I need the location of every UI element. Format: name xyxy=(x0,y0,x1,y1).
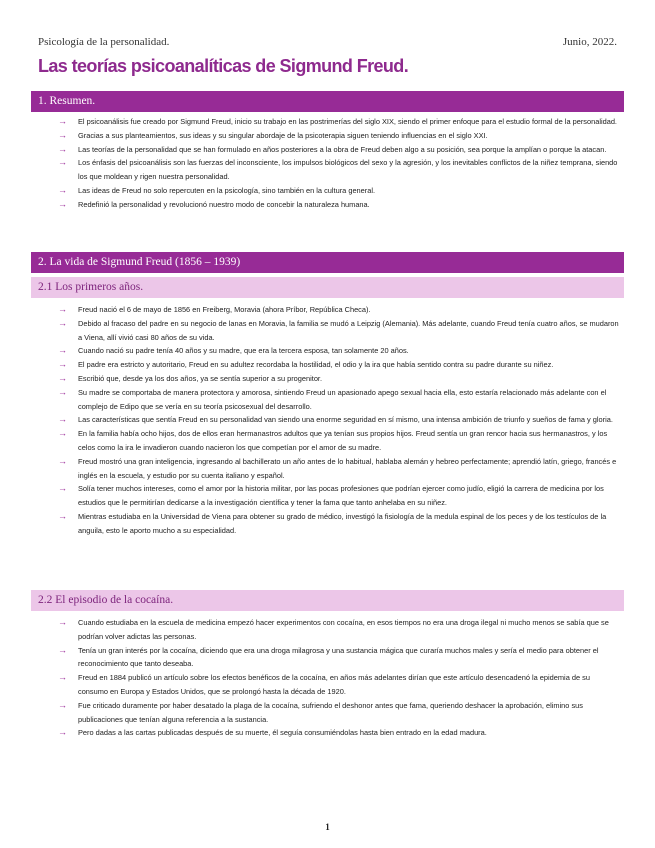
page-number: 1 xyxy=(325,822,330,832)
bullet-item xyxy=(58,344,619,358)
bullet-item xyxy=(58,427,619,455)
subsection-heading-primeros-anos: 2.1 Los primeros años. xyxy=(31,277,624,298)
arrow-right-icon: → xyxy=(58,198,67,209)
bullet-item xyxy=(58,372,619,386)
arrow-right-icon: → xyxy=(58,129,67,140)
bullet-text: Gracias a sus planteamientos, sus ideas y su singular abordaje de la psicoterapia siguen teniendo influencias en el siglo XXI. xyxy=(78,130,488,140)
arrow-right-icon: → xyxy=(58,644,67,655)
bullet-text: Cuando nació su padre tenía 40 años y su madre, que era la tercera esposa, tan solamente 20 años. xyxy=(78,346,409,356)
header-date: Junio, 2022. xyxy=(562,36,617,48)
arrow-right-icon: → xyxy=(58,317,67,328)
bullet-text: Debido al fracaso del padre en su negocio de lanas en Moravia, la familia se mudó a Leipzig (Alemania). Más adelante, cuando Freud tenía cuatro años, se mudaron a Viena, allí vivió casi 80 años de su vida. xyxy=(78,318,619,342)
arrow-right-icon: → xyxy=(58,345,67,356)
bullet-text: Fue criticado duramente por haber desatado la plaga de la cocaína, sufriendo el deshonor antes que fama, queriendo deshacer la aprobación, elimino sus publicaciones que tenían alguna referencia a la sustancia. xyxy=(78,700,583,724)
bullet-text: El psicoanálisis fue creado por Sigmund Freud, inicio su trabajo en las postrimerías del siglo XIX, siendo el primer enfoque para el estudio formal de la personalidad. xyxy=(78,117,617,126)
arrow-right-icon: → xyxy=(58,184,67,195)
bullet-item xyxy=(58,671,619,699)
arrow-right-icon: → xyxy=(58,672,67,683)
bullet-item xyxy=(58,455,619,483)
bullet-item xyxy=(58,198,619,212)
arrow-right-icon: → xyxy=(58,414,67,425)
bullet-text: Solía tener muchos intereses, como el amor por la historia militar, por las pocas profesiones que podrían ejercer como judío, eligió la carrera de medicina por los estudios que le permitirían dedicarse a la investigación científica y tener la fama que tanto anhelaba en su niñez. xyxy=(78,484,604,508)
arrow-right-icon: → xyxy=(58,483,67,494)
arrow-right-icon: → xyxy=(58,727,67,738)
arrow-right-icon: → xyxy=(58,428,67,439)
arrow-right-icon: → xyxy=(58,116,67,126)
section-heading-resumen: 1. Resumen. xyxy=(31,91,624,112)
arrow-right-icon: → xyxy=(58,386,67,397)
bullet-text: Escribió que, desde ya los dos años, ya se sentía superior a su progenitor. xyxy=(78,373,323,383)
primeros-anos-list xyxy=(58,303,619,538)
bullet-item xyxy=(58,616,619,644)
bullet-text: Redefinió la personalidad y revolucionó nuestro modo de concebir la naturaleza humana. xyxy=(78,199,370,209)
bullet-item xyxy=(58,184,619,198)
bullet-item xyxy=(58,413,619,427)
bullet-text: Tenía un gran interés por la cocaína, diciendo que era una droga milagrosa y una sustancia mágica que curaría muchos males y sería el medio para obtener el reconocimiento que tanto deseaba. xyxy=(78,645,599,669)
bullet-item xyxy=(58,726,619,740)
bullet-item xyxy=(58,510,619,538)
bullet-text: Su madre se comportaba de manera protectora y amorosa, sintiendo Freud un apasionado apego sexual hacia ella, esto estaría relacionado más adelante con el complejo de Edipo que se vería en su teoría psicosexual del desarrollo. xyxy=(78,387,607,411)
bullet-item xyxy=(58,699,619,727)
arrow-right-icon: → xyxy=(58,143,67,154)
document-title: Las teorías psicoanalíticas de Sigmund Freud. xyxy=(38,56,409,76)
bullet-item xyxy=(58,143,619,157)
bullet-text: Freud en 1884 publicó un artículo sobre los efectos benéficos de la cocaína, en años más adelantes dirían que este artículo desencadenó la epidemia de su consumo en Europa y Estados Unidos, que se prolongó hasta la década de 1920. xyxy=(78,673,590,696)
bullet-item xyxy=(58,317,619,345)
arrow-right-icon: → xyxy=(58,455,67,466)
bullet-item xyxy=(58,644,619,672)
page-header xyxy=(38,36,617,50)
arrow-right-icon: → xyxy=(58,510,67,521)
arrow-right-icon: → xyxy=(58,304,67,314)
arrow-right-icon: → xyxy=(58,157,67,168)
bullet-text: Los énfasis del psicoanálisis son las fuerzas del inconsciente, los impulsos biológicos del sexo y la agresión, y los inevitables conflictos de la niñez temprana, siendo los que moldean y rigen nuestra personalidad. xyxy=(78,158,618,182)
subsection-heading-cocaina: 2.2 El episodio de la cocaína. xyxy=(31,590,624,611)
arrow-right-icon: → xyxy=(58,699,67,710)
section-heading-vida: 2. La vida de Sigmund Freud (1856 – 1939) xyxy=(31,252,624,273)
bullet-item xyxy=(58,303,619,317)
bullet-text: Las ideas de Freud no solo repercuten en la psicología, sino también en la cultura general. xyxy=(78,185,376,195)
cocaina-list xyxy=(58,616,619,740)
bullet-text: Pero dadas a las cartas publicadas después de su muerte, él seguía consumiéndolas hasta bien entrado en la edad madura. xyxy=(78,728,487,738)
bullet-item xyxy=(58,482,619,510)
bullet-item xyxy=(58,358,619,372)
arrow-right-icon: → xyxy=(58,372,67,383)
bullet-item xyxy=(58,129,619,143)
bullet-text: Cuando estudiaba en la escuela de medicina empezó hacer experimentos con cocaína, en esos tiempos no era una droga ilegal ni mucho menos se sabía que se podrían volver adictas las personas. xyxy=(78,618,609,641)
bullet-text: En la familia había ocho hijos, dos de ellos eran hermanastros adultos que ya tenían sus propios hijos. Freud sentía un gran rencor hacia sus hermanastros, y los celos como la ira le invadieron cuando nacieron los que competían por el amor de su madre. xyxy=(78,429,608,452)
bullet-text: Freud mostró una gran inteligencia, ingresando al bachillerato un año antes de lo habitual, hablaba alemán y hebreo perfectamente; aprendió latín, griego, francés e inglés en la escuela, y estudio por su cuenta italiano y español. xyxy=(78,456,617,480)
bullet-text: Freud nació el 6 de mayo de 1856 en Freiberg, Moravia (ahora Príbor, República Checa). xyxy=(78,305,371,314)
bullet-text: Las características que sentía Freud en su personalidad van siendo una enorme seguridad en sí mismo, una intensa ambición de triunfo y sueños de fama y gloria. xyxy=(78,415,613,425)
arrow-right-icon: → xyxy=(58,617,67,627)
bullet-item xyxy=(58,156,619,184)
arrow-right-icon: → xyxy=(58,359,67,370)
bullet-item xyxy=(58,115,619,129)
bullet-item xyxy=(58,386,619,414)
bullet-text: Las teorías de la personalidad que se han formulado en años posteriores a la obra de Freud deben algo a su posición, sea porque la amplían o porque la atacan. xyxy=(78,144,607,154)
resumen-list xyxy=(58,115,619,212)
bullet-text: Mientras estudiaba en la Universidad de Viena para obtener su grado de médico, investigó la fisiología de la medula espinal de los peces y de los testículos de la anguila, esto le aporto mucho a su especialidad. xyxy=(78,511,607,535)
bullet-text: El padre era estricto y autoritario, Freud en su adultez recordaba la hostilidad, el odio y la ira que había sentido contra su padre durante su niñez. xyxy=(78,360,554,370)
header-subject: Psicología de la personalidad. xyxy=(38,36,170,48)
